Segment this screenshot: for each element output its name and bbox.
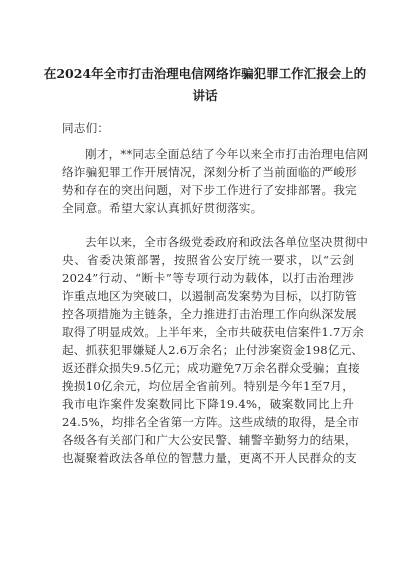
document-title-continued: 讲话 [192,88,218,103]
salutation: 同志们： [62,121,110,135]
paragraph-1-line: 刚才，**同志全面总结了今年以来全市打击治理电信网 [85,147,369,161]
paragraph-2-line: 我市电诈案件发案数同比下降19.4%，破案数同比上升 [62,397,354,411]
paragraph-2-line: 起、抓获犯罪嫌疑人2.6万余名；止付涉案资金198亿元、 [62,343,364,357]
paragraph-1-line: 势和存在的突出问题，对下步工作进行了安排部署。我完 [62,183,357,197]
paragraph-2-line: 诈重点地区为突破口，以遏制高发案势为目标，以打防管 [62,289,357,303]
paragraph-2-line: 各级各有关部门和广大公安民警、辅警辛勤努力的结果， [62,433,357,447]
paragraph-2-line: 2024”行动、“断卡”等专项行动为载体，以打击治理涉 [62,271,354,285]
paragraph-2-line: 24.5%，均排名全省第一方阵。这些成绩的取得，是全市 [62,415,360,429]
paragraph-1-line: 络诈骗犯罪工作开展情况，深刻分析了当前面临的严峻形 [62,165,357,179]
paragraph-2-line: 取得了明显成效。上半年来，全市共破获电信案件1.7万余 [62,325,365,339]
paragraph-2-line: 去年以来，全市各级党委政府和政法各单位坚决贯彻中 [85,235,369,249]
paragraph-2-line: 返还群众损失9.5亿元；成功避免7万余名群众受骗；直接 [62,361,360,375]
document-title: 在2024年全市打击治理电信网络诈骗犯罪工作汇报会上的 [43,66,367,81]
paragraph-2-line: 挽损10亿余元，均位居全省前列。特别是今年1至7月， [62,379,354,393]
paragraph-2-line: 也凝聚着政法各单位的智慧力量，更离不开人民群众的支 [62,451,357,465]
paragraph-1-line: 全同意。希望大家认真抓好贯彻落实。 [62,201,263,215]
paragraph-2-line: 央、省委决策部署，按照省公安厅统一要求，以“云剑 [62,253,354,267]
paragraph-2-line: 控各项措施为主链条，全力推进打击治理工作向纵深发展 [62,307,357,321]
